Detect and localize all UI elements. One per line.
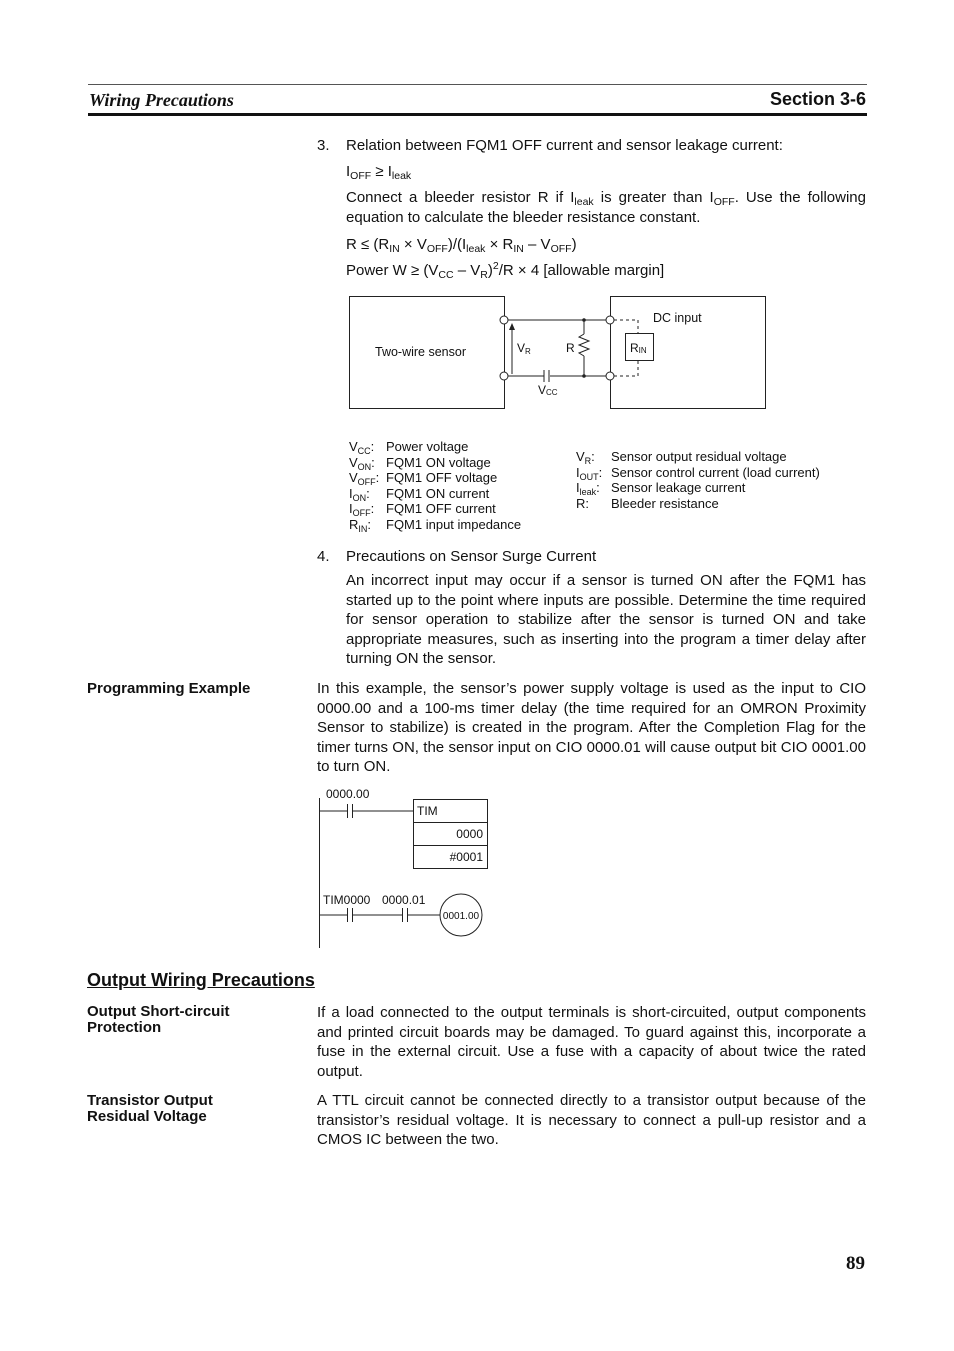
legend-row (349, 517, 521, 533)
legend-description: FQM1 OFF current (386, 501, 496, 517)
legend-row (349, 439, 521, 455)
legend-symbol: $R_{IN}$: (349, 516, 372, 534)
legend-description: Bleeder resistance (611, 495, 719, 511)
bleeder-resistor (579, 334, 589, 356)
power-equation: Power $W \ge (V_{CC} - V_R)^2/R \times 4$ [allowable margin] (346, 260, 665, 281)
output-coil-label: 0001.00 (442, 911, 480, 922)
ladder-diagram (310, 782, 500, 952)
dc-input-label: DC input (653, 311, 702, 325)
item-4-body: An incorrect input may occur if a sensor is turned ON after the FQM1 has started up to the point where inputs are possible. Determine the time required for sensor operation to stabilize after the sensor is turned ON and take appropriate measures, such as inserting into the program a timer delay after turning ON the sensor. (346, 572, 866, 667)
sensor-circuit-diagram (340, 290, 780, 420)
legend-symbol: $I_{OUT}$: (576, 464, 603, 482)
legend-description: Sensor output residual voltage (611, 449, 787, 464)
legend-symbol: $I_{OFF}$: (349, 501, 375, 519)
legend-description: FQM1 ON current (386, 485, 490, 501)
item-3-title: Relation between FQM1 OFF current and sensor leakage current: (346, 137, 783, 154)
rin-label: RIN (630, 341, 647, 355)
programming-example-body: In this example, the sensor’s power supply voltage is used as the input to CIO 0000.00 and a 100-ms timer delay (the time required for an OMRON Proximity Sensor to stabilize) is created in the program. After the Completion Flag for the timer turns ON, the sensor input on CIO 0000.01 will cause output bit CIO 0001.00 to turn ON. (317, 680, 866, 775)
legend-row (349, 486, 521, 502)
section-number: Section 3-6 (769, 89, 866, 109)
legend-row (576, 496, 820, 512)
timer-instruction: TIM (417, 804, 438, 818)
sensor-terminal-top (500, 316, 508, 324)
legend-row (349, 501, 521, 517)
resistance-equation: $R \le (R_{IN} \times V_{OFF})/(I_{leak} \times R_{IN} - V_{OFF})$ (346, 236, 577, 255)
leakage-condition: $I_{OFF} \ge I_{leak}$ (346, 163, 412, 182)
legend-row (349, 455, 521, 471)
legend-symbol: $V_{ON}$: (349, 454, 375, 472)
timer-set-value: #0001 (449, 850, 483, 864)
item-3-number: 3. (317, 137, 330, 154)
legend-symbol: $V_{CC}$: (349, 439, 375, 456)
legend-row (576, 449, 820, 465)
legend-row (576, 480, 820, 496)
timer-number: 0000 (456, 827, 483, 841)
short-circuit-heading: Output Short-circuit Protection (87, 1003, 230, 1036)
legend-right (576, 449, 820, 511)
contact-tim0000-label: TIM0000 (323, 893, 371, 907)
vcc-label: VCC (538, 383, 558, 397)
legend-left (349, 439, 521, 533)
r-label: R (566, 341, 575, 355)
legend-row (349, 470, 521, 486)
legend-description: Power voltage (386, 439, 469, 454)
legend-symbol: R: (576, 495, 590, 511)
legend-description: FQM1 OFF voltage (386, 470, 498, 486)
header-rule (88, 113, 867, 116)
sensor-label: Two-wire sensor (375, 345, 466, 359)
legend-symbol: $I_{ON}$: (349, 485, 370, 503)
residual-voltage-body: A TTL circuit cannot be connected directly to a transistor output because of the transistor’s residual voltage. It is necessary to connect a pull-up resistor and a CMOS IC between the two. (317, 1092, 866, 1148)
contact-0000-00-label: 0000.00 (326, 787, 370, 801)
contact-0000-01-label: 0000.01 (382, 893, 426, 907)
bleeder-paragraph: Connect a bleeder resistor R if $I_{leak}$ is greater than $I_{OFF}$. Use the following equation to calculate the bleeder resistance constant. (346, 189, 866, 226)
programming-example-heading: Programming Example (87, 680, 251, 697)
legend-description: FQM1 input impedance (386, 516, 522, 532)
legend-description: Sensor leakage current (611, 480, 746, 496)
vr-label: VR (517, 341, 531, 356)
item-4-number: 4. (317, 548, 330, 565)
legend-symbol: $V_R$: (576, 449, 595, 466)
legend-description: FQM1 ON voltage (386, 454, 491, 470)
legend-symbol: $I_{leak}$: (576, 480, 600, 498)
input-terminal-top (606, 316, 614, 324)
short-circuit-body: If a load connected to the output terminals is short-circuited, output components and printed circuit boards may be damaged. To guard against this, incorporate a fuse in the external circuit. Use a fuse with a capacity of about twice the rated output. (317, 1004, 866, 1080)
header-top-rule (88, 84, 867, 85)
page-number: 89 (846, 1253, 865, 1274)
sensor-terminal-bottom (500, 372, 508, 380)
legend-row (576, 465, 820, 481)
output-wiring-section-title: Output Wiring Precautions (87, 970, 315, 990)
input-terminal-bottom (606, 372, 614, 380)
legend-description: Sensor control current (load current) (611, 464, 820, 480)
item-4-title: Precautions on Sensor Surge Current (346, 548, 597, 565)
residual-voltage-heading: Transistor Output Residual Voltage (87, 1092, 213, 1125)
legend-symbol: $V_{OFF}$: (349, 470, 380, 488)
running-header-title: Wiring Precautions (89, 90, 234, 110)
